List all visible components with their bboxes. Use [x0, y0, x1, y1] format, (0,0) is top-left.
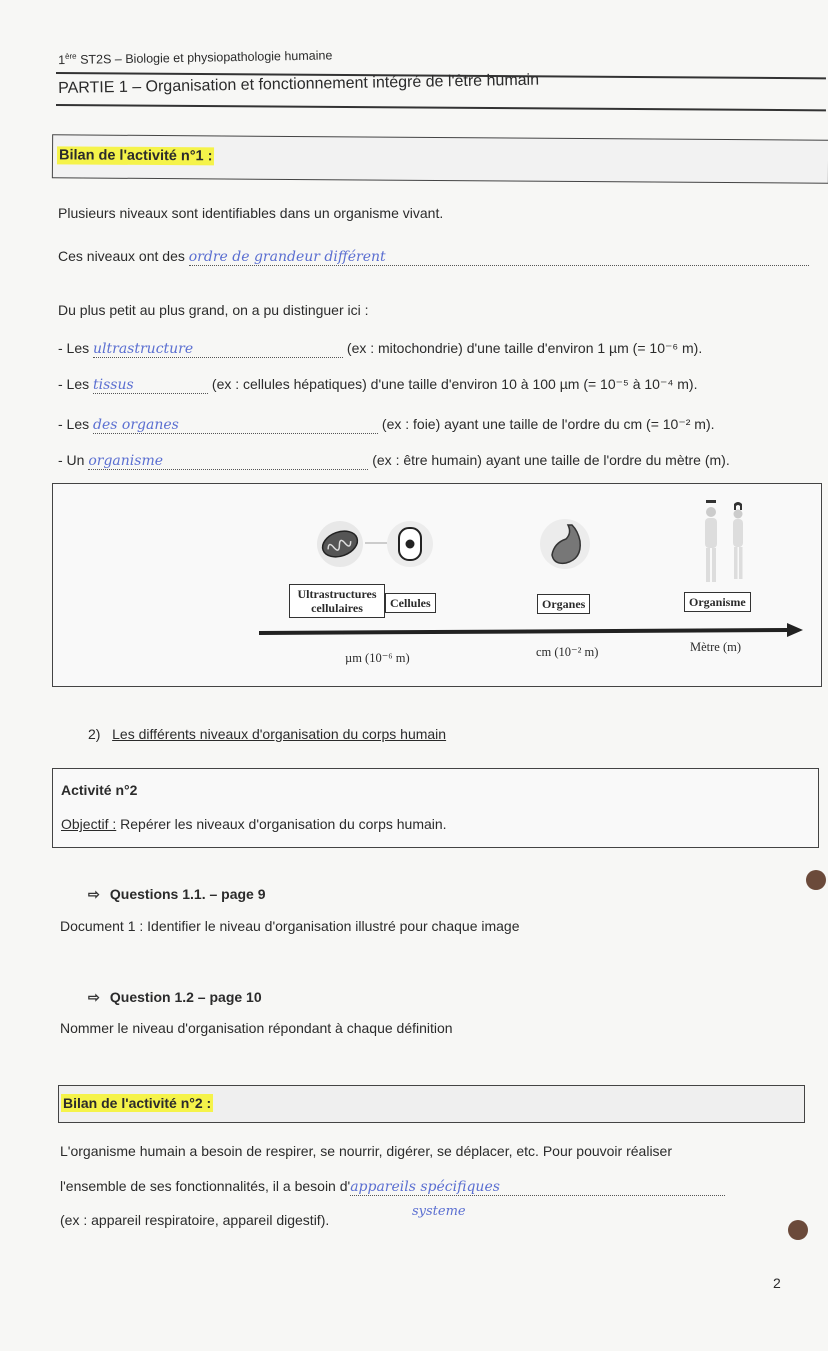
handwritten-answer: appareils spécifiques — [350, 1179, 500, 1195]
bilan2-line3: (ex : appareil respiratoire, appareil digestif). — [60, 1212, 330, 1228]
bilan1-title-box — [52, 134, 828, 183]
scale-diagram — [52, 483, 822, 687]
label-cellules: Cellules — [385, 593, 436, 613]
level-item-2: - Les tissus (ex : cellules hépatiques) d'une taille d'environ 10 à 100 µm (= 10⁻⁵ à 10⁻⁴ m). — [58, 376, 698, 393]
bilan1-title: Bilan de l'activité n°1 : — [57, 146, 215, 165]
page-number: 2 — [773, 1275, 781, 1291]
question-2-title: ⇨ Question 1.2 – page 10 — [88, 989, 262, 1005]
bilan2-line1: L'organisme humain a besoin de respirer, se nourrir, digérer, se déplacer, etc. Pour pouvoir réaliser — [60, 1143, 673, 1159]
header-rule-2 — [56, 104, 826, 111]
handwritten-answer: ordre de grandeur différent — [188, 249, 386, 265]
bilan2-line2: l'ensemble de ses fonctionnalités, il a besoin d'appareils spécifiques — [60, 1178, 725, 1196]
bilan2-title-box — [58, 1085, 805, 1123]
label-organes: Organes — [537, 594, 590, 614]
section2-heading: 2) Les différents niveaux d'organisation du corps humain — [88, 726, 447, 742]
stomach-icon — [538, 517, 592, 571]
part-title: PARTIE 1 – Organisation et fonctionnement intégré de l'être humain — [58, 71, 540, 97]
scale-m: Mètre (m) — [690, 640, 742, 654]
label-organisme: Organisme — [684, 592, 751, 612]
bilan2-title: Bilan de l'activité n°2 : — [63, 1095, 212, 1111]
course-header: 1ère ST2S – Biologie et physiopathologie humaine — [58, 48, 333, 68]
punch-hole — [788, 1220, 808, 1240]
question-1-title: ⇨ Questions 1.1. – page 9 — [88, 886, 266, 902]
activite2-box — [52, 768, 819, 848]
mitochondria-icon — [315, 519, 365, 569]
activite2-title: Activité n°2 — [61, 782, 138, 798]
bilan1-line3: Du plus petit au plus grand, on a pu distinguer ici : — [58, 302, 369, 318]
punch-hole — [806, 870, 826, 890]
scale-arrow — [259, 622, 804, 640]
level-item-4: - Un organisme (ex : être humain) ayant une taille de l'ordre du mètre (m). — [58, 452, 730, 469]
level-item-1: - Les ultrastructure (ex : mitochondrie) d'une taille d'environ 1 µm (= 10⁻⁶ m). — [58, 340, 703, 357]
question-1-text: Document 1 : Identifier le niveau d'organisation illustré pour chaque image — [60, 918, 520, 934]
human-figures-icon — [698, 498, 753, 588]
label-ultrastructures: Ultrastructures cellulaires — [289, 584, 385, 618]
question-2-text: Nommer le niveau d'organisation répondant à chaque définition — [60, 1020, 453, 1036]
arrow-right-icon: ⇨ — [88, 886, 100, 902]
bilan1-line2: Ces niveaux ont des ordre de grandeur différent — [58, 248, 809, 266]
scale-um: µm (10⁻⁶ m) — [345, 651, 410, 665]
activite2-objectif: Objectif : Repérer les niveaux d'organisation du corps humain. — [61, 816, 447, 832]
handwritten-answer-b: systeme — [412, 1204, 466, 1219]
scale-cm: cm (10⁻² m) — [536, 645, 599, 659]
arrow-right-icon: ⇨ — [88, 989, 100, 1005]
connector-line — [365, 542, 387, 544]
bilan1-line1: Plusieurs niveaux sont identifiables dans un organisme vivant. — [58, 205, 444, 221]
cell-icon — [385, 519, 435, 569]
level-item-3: - Les des organes (ex : foie) ayant une taille de l'ordre du cm (= 10⁻² m). — [58, 416, 715, 433]
